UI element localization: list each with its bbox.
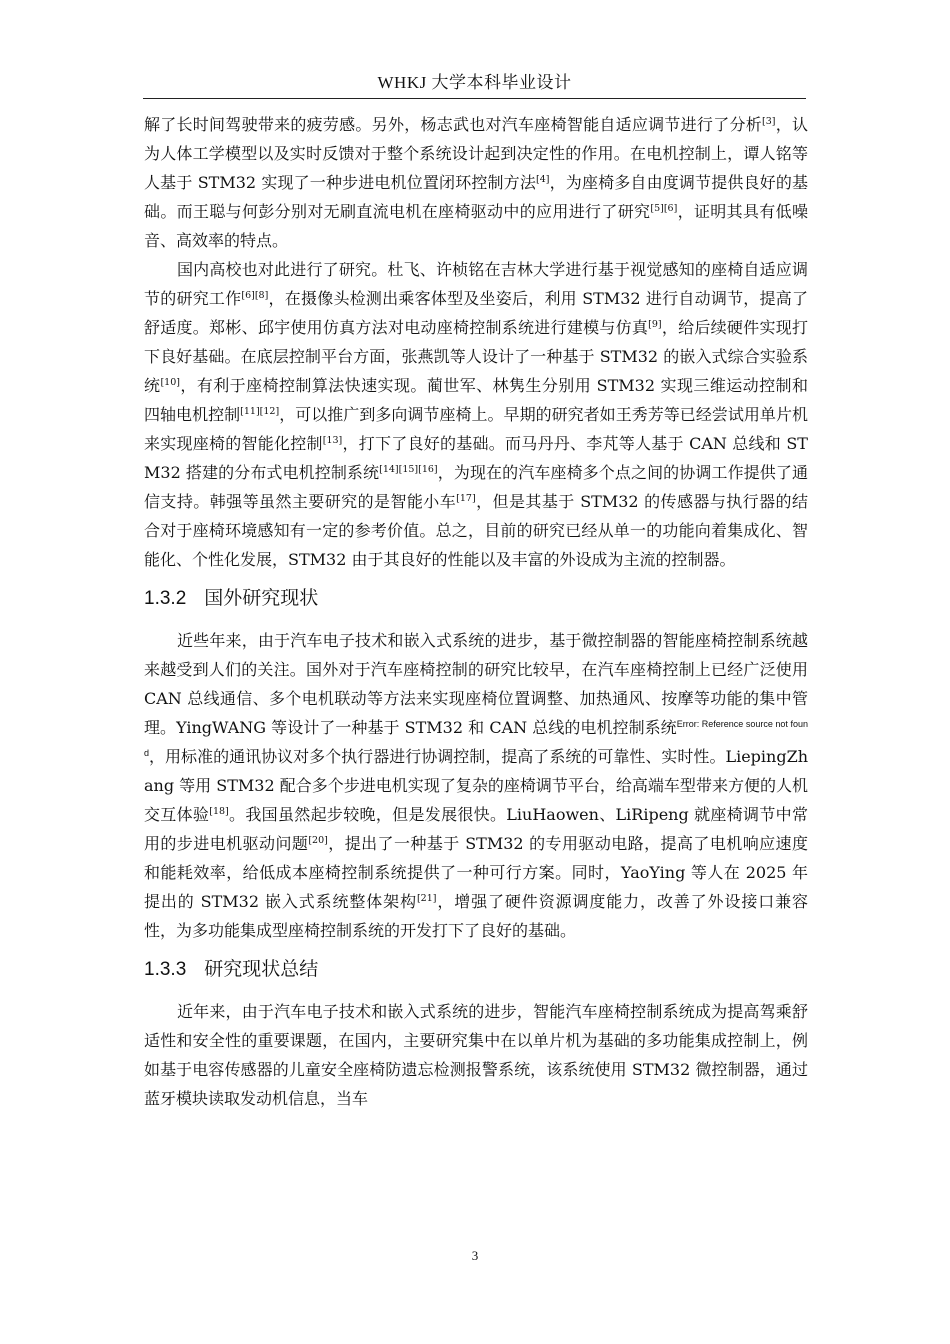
text-run: 近些年来，由于汽车电子技术和嵌入式系统的进步，基于微控制器的智能座椅控制系统越来越受到人们的关注。国外对于汽车座椅控制的研究比较早，在汽车座椅控制上已经广泛使用 CAN 总线通信、多个电机联动等方法来实现座椅位置调整、加热通风、按摩等功能的集中管理。YingWANG 等设计了一种基于 STM32 和 CAN 总线的电机控制系统 bbox=[144, 631, 808, 737]
text-run: 解了长时间驾驶带来的疲劳感。另外，杨志武也对汽车座椅智能自适应调节进行了分析 bbox=[144, 115, 762, 134]
section-heading-1-3-2 bbox=[144, 581, 808, 616]
text-run: ，打下了良好的基础。而马丹丹、李芃等人基于 CAN 总线和 STM32 搭建的分布式电机控制系统 bbox=[144, 434, 808, 482]
text-run: ，有利于座椅控制算法快速实现。蔺世军、林隽生分别用 STM32 实现三维运动控制和四轴电机控制 bbox=[144, 376, 808, 424]
text-run: ，认为人体工学模型以及实时反馈对于整个系统设计起到决定性的作用。在电机控制上，谭人铭等人基于 STM32 实现了一种步进电机位置闭环控制方法 bbox=[144, 115, 808, 192]
citation: [17] bbox=[456, 493, 476, 504]
citation: [14][15][16] bbox=[379, 464, 438, 475]
text-run: ，为座椅多自由度调节提供良好的基础。而王聪与何彭分别对无刷直流电机在座椅驱动中的应用进行了研究 bbox=[144, 173, 808, 221]
citation: [13] bbox=[322, 435, 343, 446]
paragraph-foreign-research bbox=[144, 626, 808, 945]
section-heading-1-3-3 bbox=[144, 952, 808, 987]
document-body bbox=[144, 110, 808, 1113]
text-run: ，用标准的通讯协议对多个执行器进行协调控制，提高了系统的可靠性、实时性。LiepingZhang 等用 STM32 配合多个步进电机实现了复杂的座椅调节平台，给高端车型带来方便的人机交互体验 bbox=[144, 747, 808, 824]
citation: [18] bbox=[209, 806, 229, 817]
text-run: ，证明其具有低噪音、高效率的特点。 bbox=[144, 202, 808, 250]
paragraph-summary bbox=[144, 997, 808, 1113]
text-run: ，可以推广到多向调节座椅上。早期的研究者如王秀芳等已经尝试用单片机来实现座椅的智能化控制 bbox=[144, 405, 808, 453]
text-run: ，给后续硬件实现打下良好基础。在底层控制平台方面，张燕凯等人设计了一种基于 STM32 的嵌入式综合实验系统 bbox=[144, 318, 808, 395]
paragraph-continuation bbox=[144, 110, 808, 255]
citation: [21] bbox=[416, 893, 437, 904]
text-run: ，但是其基于 STM32 的传感器与执行器的结合对于座椅环境感知有一定的参考价值。总之，目前的研究已经从单一的功能向着集成化、智能化、个性化发展，STM32 由于其良好的性能以及丰富的外设成为主流的控制器。 bbox=[144, 492, 808, 569]
section-title: 国外研究现状 bbox=[204, 587, 319, 609]
citation: [9] bbox=[648, 319, 662, 330]
text-run: ，提出了一种基于 STM32 的专用驱动电路，提高了电机响应速度和能耗效率，给低成本座椅控制系统提供了一种可行方案。同时，YaoYing 等人在 2025 年提出的 STM32 嵌入式系统整体架构 bbox=[144, 834, 808, 911]
citation: [10] bbox=[160, 377, 180, 388]
section-number: 1.3.3 bbox=[144, 959, 187, 980]
text-run: ，在摄像头检测出乘客体型及坐姿后，利用 STM32 进行自动调节，提高了舒适度。郑彬、邱宇使用仿真方法对电动座椅控制系统进行建模与仿真 bbox=[144, 289, 808, 337]
page-header bbox=[143, 70, 806, 99]
citation: [6][8] bbox=[241, 290, 269, 301]
section-title: 研究现状总结 bbox=[204, 958, 319, 980]
text-run: 。我国虽然起步较晚，但是发展很快。LiuHaowen、LiRipeng 就座椅调节中常用的步进电机驱动问题 bbox=[144, 805, 808, 853]
text-run: ，增强了硬件资源调度能力，改善了外设接口兼容性，为多功能集成型座椅控制系统的开发打下了良好的基础。 bbox=[144, 892, 808, 940]
citation: [20] bbox=[308, 835, 328, 846]
citation-error: Error: Reference source not found bbox=[144, 719, 808, 758]
citation: [5][6] bbox=[650, 203, 678, 214]
paragraph-domestic-research bbox=[144, 255, 808, 574]
page-number: 3 bbox=[471, 1248, 479, 1263]
header-title: WHKJ 大学本科毕业设计 bbox=[377, 73, 572, 92]
citation: [11][12] bbox=[240, 406, 280, 417]
citation: [3] bbox=[761, 116, 776, 127]
text-run: 近年来，由于汽车电子技术和嵌入式系统的进步，智能汽车座椅控制系统成为提高驾乘舒适性和安全性的重要课题，在国内，主要研究集中在以单片机为基础的多功能集成控制上，例如基于电容传感器的儿童安全座椅防遗忘检测报警系统，该系统使用 STM32 微控制器，通过蓝牙模块读取发动机信息，当车 bbox=[144, 1002, 808, 1108]
text-run: 国内高校也对此进行了研究。杜飞、许桢铭在吉林大学进行基于视觉感知的座椅自适应调节的研究工作 bbox=[144, 260, 808, 308]
section-number: 1.3.2 bbox=[144, 588, 187, 609]
text-run: ，为现在的汽车座椅多个点之间的协调工作提供了通信支持。韩强等虽然主要研究的是智能小车 bbox=[144, 463, 808, 511]
citation: [4] bbox=[536, 174, 550, 185]
